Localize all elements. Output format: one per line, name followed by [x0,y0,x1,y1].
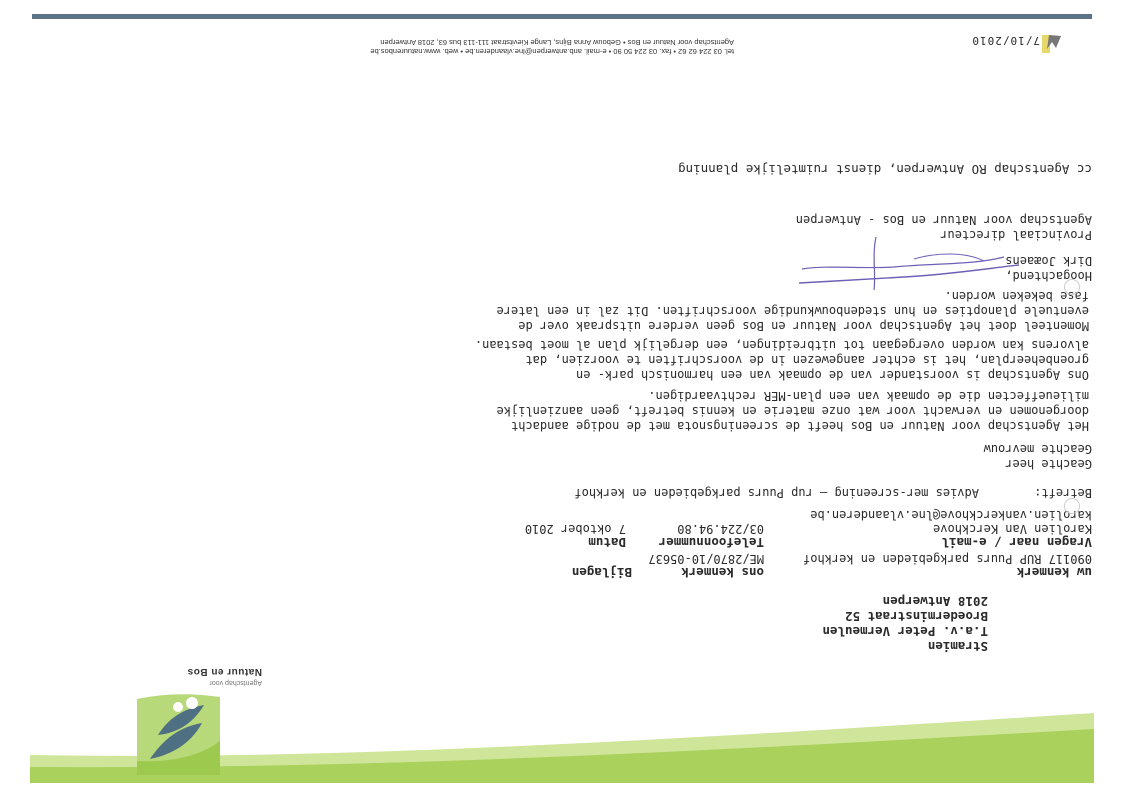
recipient-line-3: Broederminstraat 52 [845,609,988,624]
footer-date: 7/10/2010 [971,34,1040,47]
ons-kenmerk-value: ME/2870/10-05637 [648,552,764,566]
salutation-line-2: Geachte mevrouw [983,442,1092,456]
body-p3-line-1: Momenteel doet het Agentschap voor Natuur en Bos geen verdere uitspraak over de [518,319,1089,333]
closing-greeting: Hoogachtend, [1005,269,1092,283]
uw-kenmerk-label: uw kenmerk [1016,565,1092,580]
footer-contact: tel. 03 224 62 62 • fax. 03 224 50 90 • e-mail. anb.antwerpen@lne.vlaanderen.be • web. www.natuurenbos.be [370,47,734,56]
telefoonnummer-label: Telefoonnummer [658,535,764,550]
uw-kenmerk-value: 090117 RUP Puurs parkgebieden en kerkhof [803,552,1092,566]
footer-rule [32,14,1092,19]
contact-email: karolien.vankerckhove@lne.vlaanderen.be [810,508,1092,522]
handwritten-signature-icon [794,235,1024,295]
signatory-title-2: Agentschap voor Natuur en Bos - Antwerpen [795,213,1092,227]
ons-kenmerk-label: ons kenmerk [681,565,764,580]
footer-address: Agentschap voor Natuur en Bos • Gebouw Anna Bijns, Lange Kievitstraat 111-113 bus 63, 2018 Antwerpen [380,38,734,47]
body-p3-line-2: eventuele planopties en hun stedenbouwkundige voorschriften. Dit zal in een latere [496,304,1089,318]
body-p3-line-3: fase bekeken worden. [944,289,1089,303]
body-p2-line-1: Ons Agentschap is voorstander van de opmaak van een harmonisch park- en [576,368,1089,382]
contact-name: Karolien Van Kerckhove [933,522,1092,536]
logo-organisation-name: Natuur en Bos [187,666,262,677]
betreft-value: Advies mer-screening – rup Puurs parkgebieden en kerkhof [574,486,979,500]
flemish-lion-icon [1044,32,1064,52]
datum-value: 7 oktober 2010 [524,522,626,536]
body-p1-line-2: doorgenomen en verwacht voor wat onze materie en kennis betreft, geen aanzienlijke [496,404,1089,418]
scan-mark [1064,279,1080,295]
recipient-line-4: 2018 Antwerpen [882,594,988,609]
bijlagen-label: Bijlagen [571,565,632,580]
body-p1-line-3: milieueffecten die de opmaak van een plan-MER rechtvaardigen. [648,389,1089,403]
cc-line: cc Agentschap RO Antwerpen, dienst ruimtelijke planning [678,162,1092,177]
signatory-title-1: Provinciaal directeur [940,228,1092,242]
logo-subtitle: Agentschap voor [209,679,262,686]
salutation-line-1: Geachte heer [1005,457,1092,471]
telefoonnummer-value: 03/224.94.80 [677,522,764,536]
vragen-naar-label: Vragen naar / e-mail [941,535,1092,550]
body-p2-line-2: groenbeheerplan, het is echter aangewezen in de voorschriften te voorzien, dat [525,353,1089,367]
body-p2-line-3: alvorens kan worden overgegaan tot uitbreidingen, een dergelijk plan al moet bestaan. [474,338,1089,352]
recipient-line-1: Stramien [927,639,988,654]
body-p1-line-1: Het Agentschap voor Natuur en Bos heeft de screeningsnota met de nodige aandacht [511,419,1089,433]
recipient-line-2: T.a.v. Peter Vermeulen [822,624,988,639]
signatory-name: Dirk Joæaens [1005,254,1092,268]
datum-label: Datum [588,535,626,550]
scan-mark [1064,498,1080,514]
betreft-label: Betreft: [1034,486,1092,500]
